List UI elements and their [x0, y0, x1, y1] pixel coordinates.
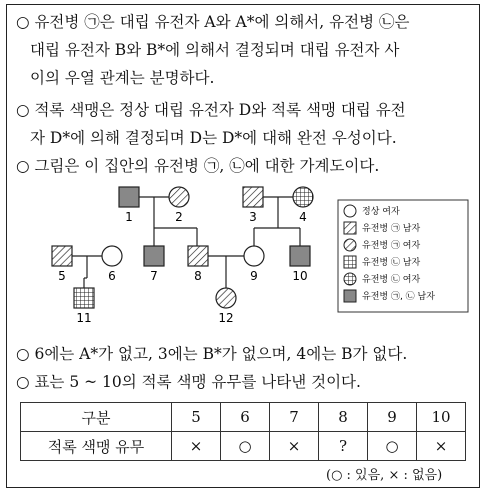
individual-3 — [243, 187, 263, 207]
label-4: 4 — [299, 210, 307, 224]
colorblind-table — [20, 402, 466, 461]
value-cell: × — [172, 432, 221, 461]
label-1: 1 — [125, 210, 133, 224]
header-cell: 구분 — [21, 403, 172, 432]
label-6: 6 — [108, 269, 116, 283]
bullet-3-line-1: ○ 그림은 이 집안의 유전병 ㉠, ㉡에 대한 가계도이다. — [16, 157, 380, 175]
legend-normal-female: 정상 여자 — [362, 207, 400, 217]
individual-2 — [169, 187, 189, 207]
label-2: 2 — [175, 210, 183, 224]
bullet-4-line-1: ○ 6에는 A*가 없고, 3에는 B*가 없으며, 4에는 B가 없다. — [16, 345, 408, 363]
value-cell: × — [417, 432, 466, 461]
individual-7 — [144, 246, 164, 266]
individual-4 — [293, 187, 313, 207]
header-cell: 7 — [270, 403, 319, 432]
bullet-4 — [16, 340, 474, 368]
legend-ab-male: 유전병 ㉠, ㉡ 남자 — [362, 292, 435, 302]
individual-1 — [119, 187, 139, 207]
bullet-1-line-1: ○ 유전병 ㉠은 대립 유전자 A와 A*에 의해서, 유전병 ㉡은 — [16, 13, 410, 31]
label-3: 3 — [249, 210, 257, 224]
individual-9 — [244, 246, 264, 266]
individual-12 — [216, 288, 236, 308]
legend-a-male: 유전병 ㉠ 남자 — [362, 224, 421, 234]
header-cell: 10 — [417, 403, 466, 432]
value-cell: ○ — [221, 432, 270, 461]
label-12: 12 — [218, 311, 234, 325]
bullet-2-line-2: 자 D*에 의해 결정되며 D는 D*에 대해 완전 우성이다. — [30, 129, 397, 147]
label-9: 9 — [250, 269, 258, 283]
row-label-cell: 적록 색맹 유무 — [21, 432, 172, 461]
label-7: 7 — [150, 269, 158, 283]
legend-b-male: 유전병 ㉡ 남자 — [362, 258, 421, 268]
individual-5 — [52, 246, 72, 266]
label-8: 8 — [194, 269, 202, 283]
header-cell: 9 — [368, 403, 417, 432]
header-cell: 6 — [221, 403, 270, 432]
individual-10 — [290, 246, 310, 266]
table-note: (○ : 있음, × : 없음) — [326, 468, 443, 483]
bullet-5-line-1: ○ 표는 5 ~ 10의 적록 색맹 유무를 나타낸 것이다. — [16, 373, 361, 391]
bullet-1-line-3: 이의 우열 관계는 분명하다. — [30, 69, 215, 87]
label-5: 5 — [58, 269, 66, 283]
legend-b-female: 유전병 ㉡ 여자 — [362, 275, 421, 285]
bullet-1-line-2: 대립 유전자 B와 B*에 의해서 결정되며 대립 유전자 사 — [30, 41, 400, 59]
bullet-2-line-1: ○ 적록 색맹은 정상 대립 유전자 D와 적록 색맹 대립 유전 — [16, 101, 406, 119]
label-11: 11 — [76, 311, 92, 325]
value-cell: × — [270, 432, 319, 461]
header-cell: 8 — [319, 403, 368, 432]
value-cell: ○ — [368, 432, 417, 461]
individual-6 — [102, 246, 122, 266]
bullet-5 — [16, 368, 474, 396]
header-cell: 5 — [172, 403, 221, 432]
legend-a-female: 유전병 ㉠ 여자 — [362, 241, 421, 251]
individual-8 — [188, 246, 208, 266]
pedigree-legend — [338, 200, 468, 312]
label-10: 10 — [292, 269, 308, 283]
table-header-row — [21, 403, 466, 432]
individual-11 — [74, 288, 94, 308]
table-row — [21, 432, 466, 461]
value-cell: ? — [319, 432, 368, 461]
